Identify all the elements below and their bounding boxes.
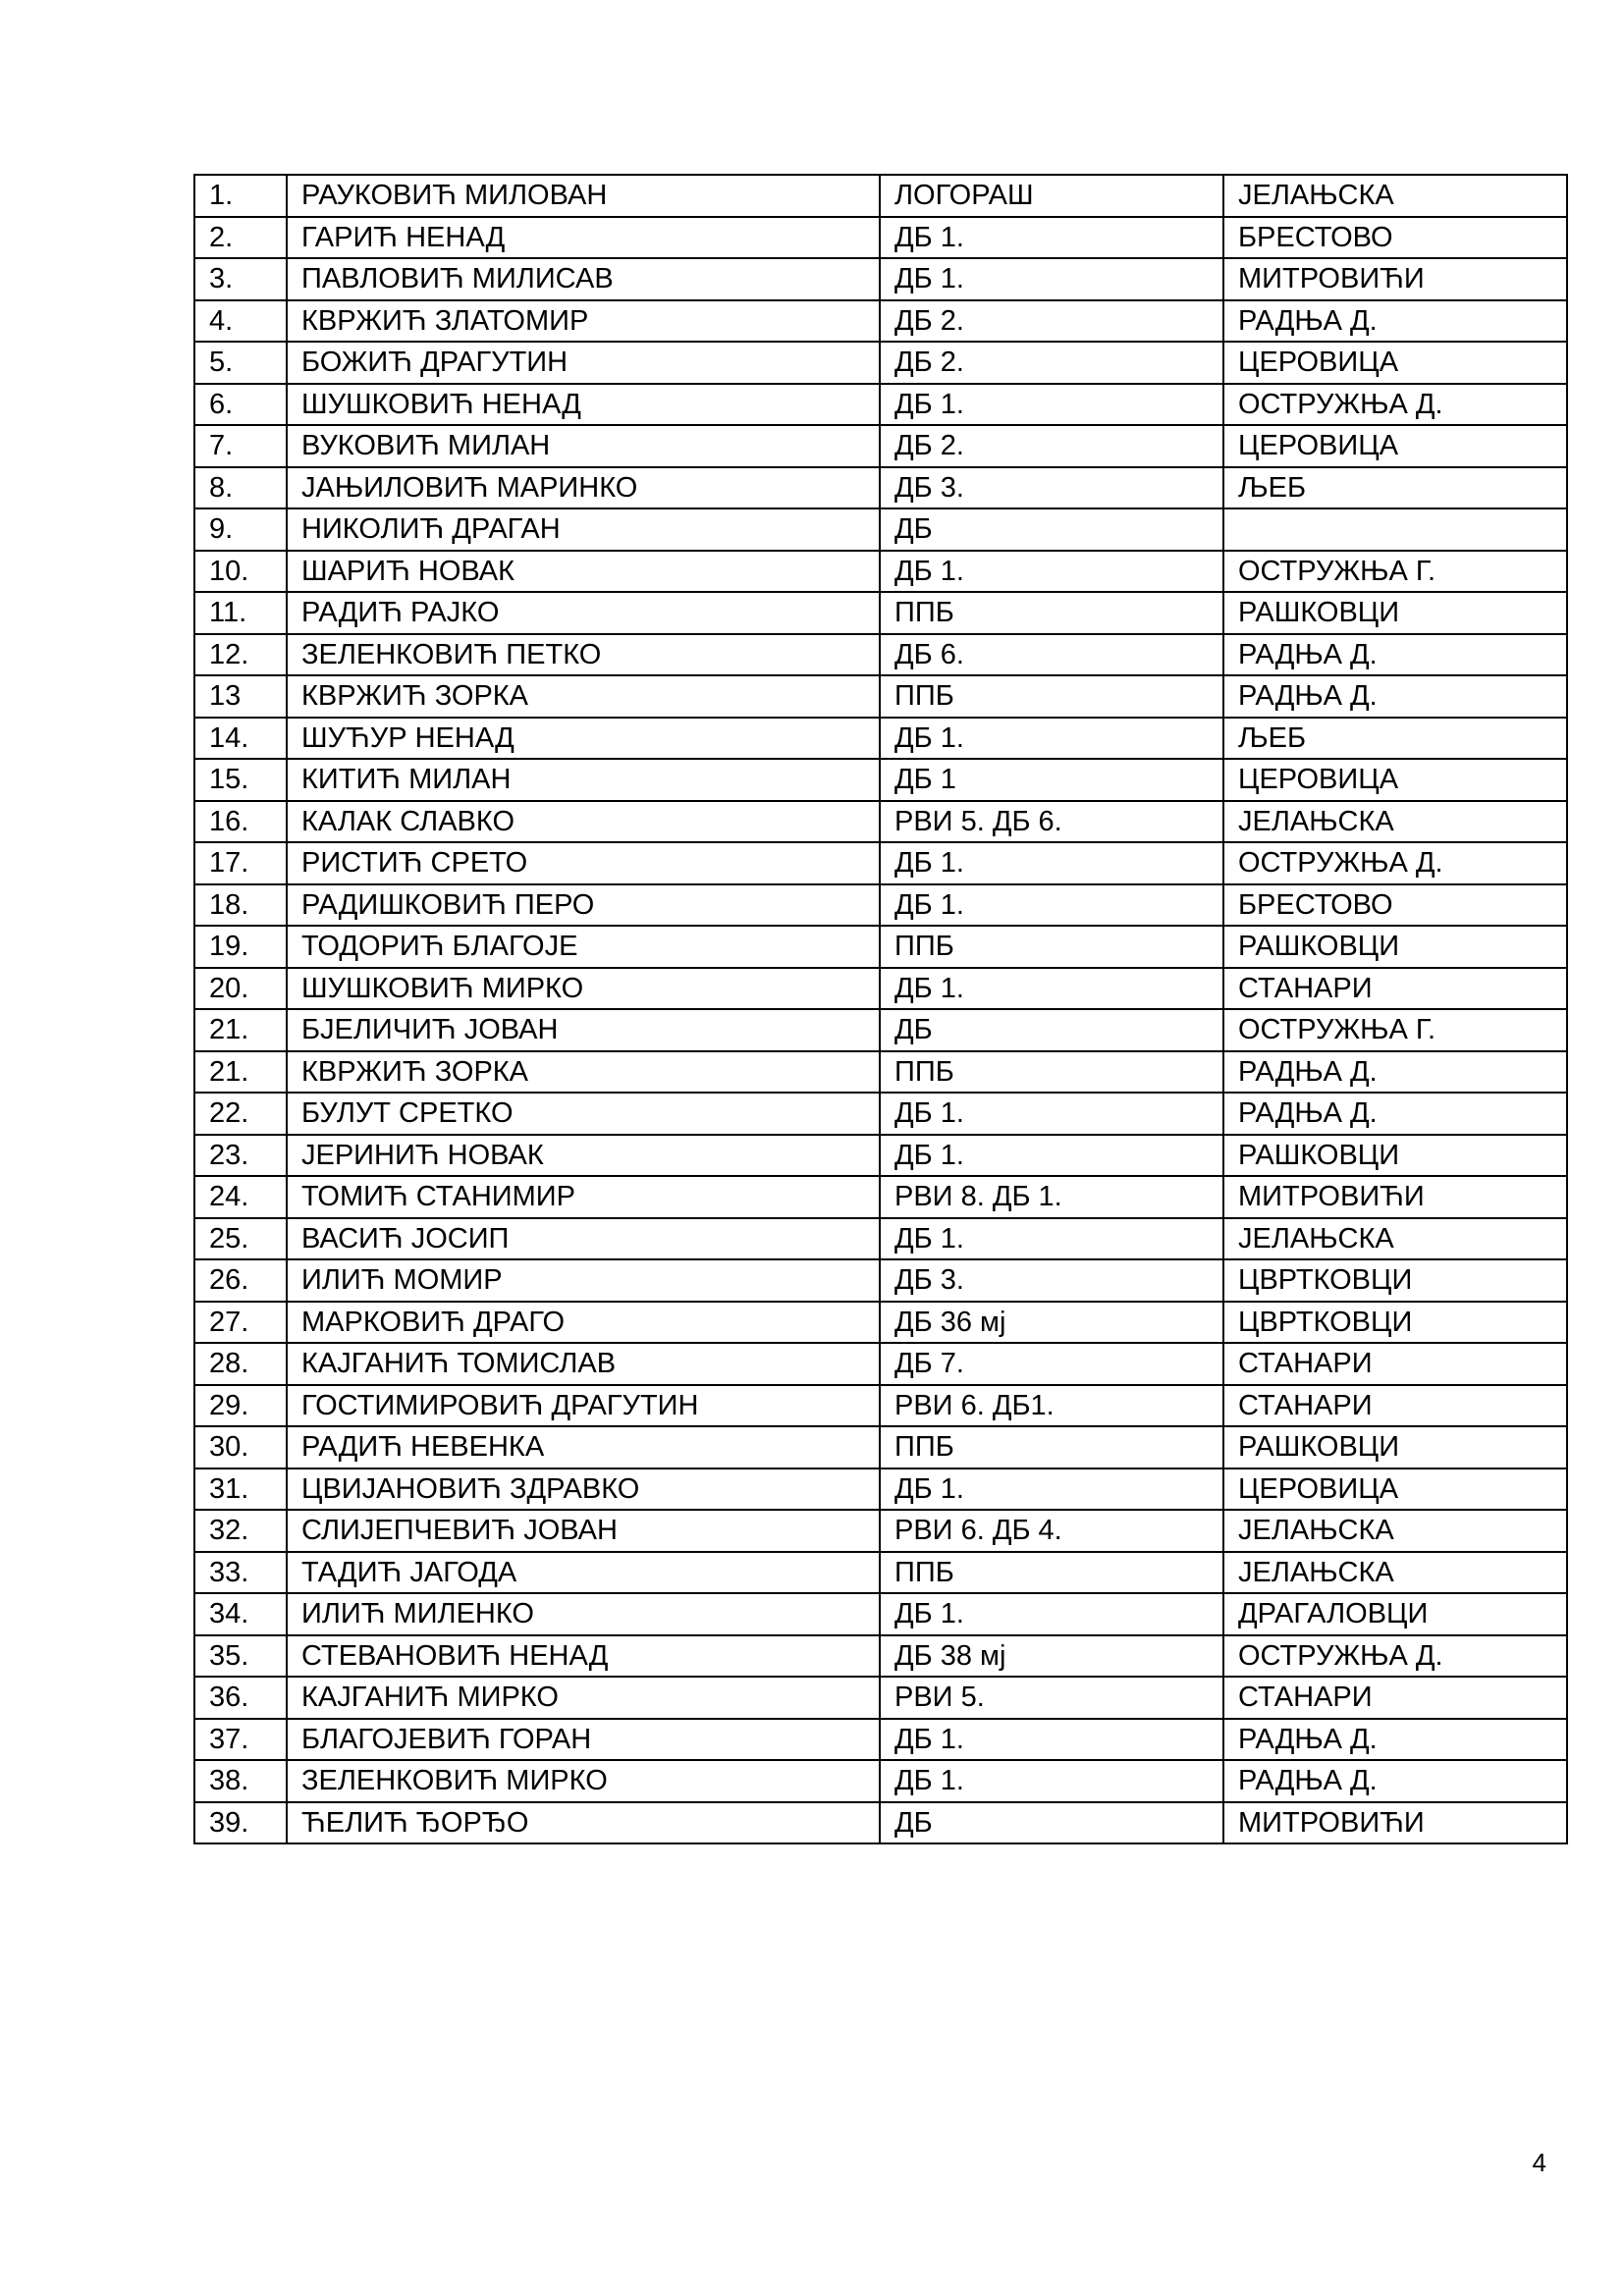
name-cell: ШУШКОВИЋ НЕНАД [287, 384, 880, 426]
status-cell: ДБ 6. [880, 634, 1223, 676]
row-number-cell: 25. [194, 1218, 287, 1260]
row-number-cell: 6. [194, 384, 287, 426]
place-cell: СТАНАРИ [1223, 1677, 1567, 1719]
place-cell: МИТРОВИЋИ [1223, 1176, 1567, 1218]
place-cell: МИТРОВИЋИ [1223, 258, 1567, 300]
row-number-cell: 10. [194, 551, 287, 593]
row-number-cell: 15. [194, 759, 287, 801]
row-number-cell: 8. [194, 467, 287, 509]
table-row [194, 258, 1567, 300]
name-cell: РАУКОВИЋ МИЛОВАН [287, 175, 880, 217]
status-cell: ДБ [880, 1009, 1223, 1051]
place-cell: ОСТРУЖЊА Д. [1223, 384, 1567, 426]
row-number-cell: 36. [194, 1677, 287, 1719]
table-row [194, 1468, 1567, 1511]
status-cell: ДБ 3. [880, 1259, 1223, 1302]
name-cell: ЈАЊИЛОВИЋ МАРИНКО [287, 467, 880, 509]
table-row [194, 968, 1567, 1010]
table-row [194, 342, 1567, 384]
status-cell: ДБ 1. [880, 1468, 1223, 1511]
name-cell: КАЈГАНИЋ ТОМИСЛАВ [287, 1343, 880, 1385]
status-cell: ДБ 1. [880, 1593, 1223, 1635]
table-row [194, 1426, 1567, 1468]
table-row [194, 1343, 1567, 1385]
name-cell: БУЛУТ СРЕТКО [287, 1093, 880, 1135]
row-number-cell: 26. [194, 1259, 287, 1302]
table-row [194, 1760, 1567, 1802]
table-row [194, 675, 1567, 718]
table-row [194, 1802, 1567, 1844]
row-number-cell: 3. [194, 258, 287, 300]
table-row [194, 592, 1567, 634]
name-cell: ВУКОВИЋ МИЛАН [287, 425, 880, 467]
place-cell: ЉЕБ [1223, 718, 1567, 760]
name-cell: ГАРИЋ НЕНАД [287, 217, 880, 259]
row-number-cell: 16. [194, 801, 287, 843]
place-cell: БРЕСТОВО [1223, 884, 1567, 927]
name-cell: РИСТИЋ СРЕТО [287, 842, 880, 884]
status-cell: ДБ 1. [880, 884, 1223, 927]
place-cell: ЈЕЛАЊСКА [1223, 1218, 1567, 1260]
status-cell: ДБ 1. [880, 217, 1223, 259]
name-cell: КАЈГАНИЋ МИРКО [287, 1677, 880, 1719]
status-cell: ДБ 1. [880, 968, 1223, 1010]
table-row [194, 1552, 1567, 1594]
row-number-cell: 7. [194, 425, 287, 467]
row-number-cell: 1. [194, 175, 287, 217]
name-cell: БЈЕЛИЧИЋ ЈОВАН [287, 1009, 880, 1051]
table-row [194, 759, 1567, 801]
place-cell: ЦВРТКОВЦИ [1223, 1259, 1567, 1302]
table-row [194, 1093, 1567, 1135]
name-cell: КВРЖИЋ ЗОРКА [287, 675, 880, 718]
row-number-cell: 37. [194, 1719, 287, 1761]
place-cell: ЉЕБ [1223, 467, 1567, 509]
status-cell: РВИ 6. ДБ 4. [880, 1510, 1223, 1552]
row-number-cell: 24. [194, 1176, 287, 1218]
name-cell: КВРЖИЋ ЗЛАТОМИР [287, 300, 880, 343]
place-cell: РАДЊА Д. [1223, 1051, 1567, 1094]
row-number-cell: 19. [194, 926, 287, 968]
place-cell: МИТРОВИЋИ [1223, 1802, 1567, 1844]
table-row [194, 1135, 1567, 1177]
table-row [194, 1051, 1567, 1094]
place-cell: РАДЊА Д. [1223, 1719, 1567, 1761]
name-cell: ЗЕЛЕНКОВИЋ ПЕТКО [287, 634, 880, 676]
place-cell: ОСТРУЖЊА Г. [1223, 1009, 1567, 1051]
row-number-cell: 21. [194, 1009, 287, 1051]
row-number-cell: 29. [194, 1385, 287, 1427]
place-cell: СТАНАРИ [1223, 1343, 1567, 1385]
place-cell: ЈЕЛАЊСКА [1223, 175, 1567, 217]
status-cell: ППБ [880, 926, 1223, 968]
name-cell: БОЖИЋ ДРАГУТИН [287, 342, 880, 384]
place-cell: ЈЕЛАЊСКА [1223, 1510, 1567, 1552]
place-cell: ЦЕРОВИЦА [1223, 425, 1567, 467]
row-number-cell: 2. [194, 217, 287, 259]
table-row [194, 1719, 1567, 1761]
status-cell: ДБ 38 мј [880, 1635, 1223, 1678]
name-cell: ЋЕЛИЋ ЂОРЂО [287, 1802, 880, 1844]
row-number-cell: 11. [194, 592, 287, 634]
status-cell: ППБ [880, 675, 1223, 718]
table-row [194, 1176, 1567, 1218]
row-number-cell: 38. [194, 1760, 287, 1802]
name-cell: ЦВИЈАНОВИЋ ЗДРАВКО [287, 1468, 880, 1511]
place-cell: БРЕСТОВО [1223, 217, 1567, 259]
place-cell: РАДЊА Д. [1223, 1760, 1567, 1802]
place-cell: ОСТРУЖЊА Д. [1223, 842, 1567, 884]
place-cell: РАШКОВЦИ [1223, 1135, 1567, 1177]
status-cell: ДБ 36 мј [880, 1302, 1223, 1344]
place-cell: РАДЊА Д. [1223, 300, 1567, 343]
row-number-cell: 5. [194, 342, 287, 384]
table-row [194, 801, 1567, 843]
row-number-cell: 39. [194, 1802, 287, 1844]
status-cell: ДБ 1. [880, 718, 1223, 760]
place-cell: РАШКОВЦИ [1223, 1426, 1567, 1468]
place-cell: РАДЊА Д. [1223, 634, 1567, 676]
status-cell: ДБ 2. [880, 300, 1223, 343]
page-number: 4 [1532, 2148, 1546, 2177]
status-cell: РВИ 6. ДБ1. [880, 1385, 1223, 1427]
name-cell: РАДИШКОВИЋ ПЕРО [287, 884, 880, 927]
place-cell [1223, 508, 1567, 551]
row-number-cell: 20. [194, 968, 287, 1010]
name-cell: СЛИЈЕПЧЕВИЋ ЈОВАН [287, 1510, 880, 1552]
status-cell: ДБ 1. [880, 1093, 1223, 1135]
status-cell: ДБ 1. [880, 1218, 1223, 1260]
table-row [194, 508, 1567, 551]
row-number-cell: 34. [194, 1593, 287, 1635]
table-row [194, 634, 1567, 676]
status-cell: ДБ [880, 1802, 1223, 1844]
place-cell: СТАНАРИ [1223, 1385, 1567, 1427]
row-number-cell: 27. [194, 1302, 287, 1344]
name-cell: МАРКОВИЋ ДРАГО [287, 1302, 880, 1344]
status-cell: ДБ 1. [880, 1760, 1223, 1802]
table-row [194, 1009, 1567, 1051]
place-cell: РАДЊА Д. [1223, 675, 1567, 718]
names-table [193, 174, 1568, 1844]
place-cell: ЦЕРОВИЦА [1223, 342, 1567, 384]
name-cell: ТОМИЋ СТАНИМИР [287, 1176, 880, 1218]
row-number-cell: 9. [194, 508, 287, 551]
name-cell: ИЛИЋ МОМИР [287, 1259, 880, 1302]
place-cell: ЦЕРОВИЦА [1223, 759, 1567, 801]
row-number-cell: 28. [194, 1343, 287, 1385]
row-number-cell: 17. [194, 842, 287, 884]
table-row [194, 1593, 1567, 1635]
status-cell: ДБ 3. [880, 467, 1223, 509]
row-number-cell: 33. [194, 1552, 287, 1594]
row-number-cell: 14. [194, 718, 287, 760]
name-cell: КВРЖИЋ ЗОРКА [287, 1051, 880, 1094]
place-cell: ЈЕЛАЊСКА [1223, 801, 1567, 843]
name-cell: ШАРИЋ НОВАК [287, 551, 880, 593]
name-cell: ВАСИЋ ЈОСИП [287, 1218, 880, 1260]
table-row [194, 1510, 1567, 1552]
status-cell: РВИ 5. [880, 1677, 1223, 1719]
place-cell: ЦЕРОВИЦА [1223, 1468, 1567, 1511]
table-row [194, 467, 1567, 509]
status-cell: ППБ [880, 1426, 1223, 1468]
table-row [194, 425, 1567, 467]
name-cell: ТАДИЋ ЈАГОДА [287, 1552, 880, 1594]
name-cell: КАЛАК СЛАВКО [287, 801, 880, 843]
name-cell: ЗЕЛЕНКОВИЋ МИРКО [287, 1760, 880, 1802]
status-cell: РВИ 8. ДБ 1. [880, 1176, 1223, 1218]
name-cell: СТЕВАНОВИЋ НЕНАД [287, 1635, 880, 1678]
table-row [194, 1635, 1567, 1678]
status-cell: ЛОГОРАШ [880, 175, 1223, 217]
status-cell: ДБ 7. [880, 1343, 1223, 1385]
status-cell: ДБ 1. [880, 842, 1223, 884]
status-cell: ДБ 1. [880, 384, 1223, 426]
status-cell: ДБ 1. [880, 1135, 1223, 1177]
table-body [194, 175, 1567, 1843]
place-cell: РАШКОВЦИ [1223, 592, 1567, 634]
name-cell: ЈЕРИНИЋ НОВАК [287, 1135, 880, 1177]
status-cell: ДБ 2. [880, 425, 1223, 467]
place-cell: РАДЊА Д. [1223, 1093, 1567, 1135]
row-number-cell: 31. [194, 1468, 287, 1511]
table-row [194, 551, 1567, 593]
table-row [194, 384, 1567, 426]
table-row [194, 842, 1567, 884]
place-cell: СТАНАРИ [1223, 968, 1567, 1010]
status-cell: ДБ 2. [880, 342, 1223, 384]
table-row [194, 884, 1567, 927]
name-cell: НИКОЛИЋ ДРАГАН [287, 508, 880, 551]
table-row [194, 718, 1567, 760]
name-cell: ГОСТИМИРОВИЋ ДРАГУТИН [287, 1385, 880, 1427]
table-row [194, 217, 1567, 259]
status-cell: ДБ 1. [880, 551, 1223, 593]
row-number-cell: 18. [194, 884, 287, 927]
name-cell: ШУЋУР НЕНАД [287, 718, 880, 760]
row-number-cell: 23. [194, 1135, 287, 1177]
status-cell: РВИ 5. ДБ 6. [880, 801, 1223, 843]
row-number-cell: 22. [194, 1093, 287, 1135]
row-number-cell: 12. [194, 634, 287, 676]
table-row [194, 1677, 1567, 1719]
name-cell: ПАВЛОВИЋ МИЛИСАВ [287, 258, 880, 300]
table-row [194, 926, 1567, 968]
name-cell: ИЛИЋ МИЛЕНКО [287, 1593, 880, 1635]
name-cell: ТОДОРИЋ БЛАГОЈЕ [287, 926, 880, 968]
table-row [194, 300, 1567, 343]
status-cell: ППБ [880, 592, 1223, 634]
status-cell: ППБ [880, 1552, 1223, 1594]
name-cell: РАДИЋ НЕВЕНКА [287, 1426, 880, 1468]
row-number-cell: 30. [194, 1426, 287, 1468]
row-number-cell: 21. [194, 1051, 287, 1094]
row-number-cell: 4. [194, 300, 287, 343]
name-cell: РАДИЋ РАЈКО [287, 592, 880, 634]
place-cell: ДРАГАЛОВЦИ [1223, 1593, 1567, 1635]
name-cell: БЛАГОЈЕВИЋ ГОРАН [287, 1719, 880, 1761]
table-row [194, 1385, 1567, 1427]
name-cell: КИТИЋ МИЛАН [287, 759, 880, 801]
status-cell: ДБ 1. [880, 1719, 1223, 1761]
place-cell: ЦВРТКОВЦИ [1223, 1302, 1567, 1344]
name-cell: ШУШКОВИЋ МИРКО [287, 968, 880, 1010]
status-cell: ДБ 1. [880, 258, 1223, 300]
place-cell: ЈЕЛАЊСКА [1223, 1552, 1567, 1594]
place-cell: ОСТРУЖЊА Г. [1223, 551, 1567, 593]
status-cell: ДБ 1 [880, 759, 1223, 801]
place-cell: РАШКОВЦИ [1223, 926, 1567, 968]
status-cell: ДБ [880, 508, 1223, 551]
table-row [194, 175, 1567, 217]
row-number-cell: 35. [194, 1635, 287, 1678]
row-number-cell: 32. [194, 1510, 287, 1552]
status-cell: ППБ [880, 1051, 1223, 1094]
table-row [194, 1259, 1567, 1302]
row-number-cell: 13 [194, 675, 287, 718]
table-row [194, 1218, 1567, 1260]
table-row [194, 1302, 1567, 1344]
place-cell: ОСТРУЖЊА Д. [1223, 1635, 1567, 1678]
